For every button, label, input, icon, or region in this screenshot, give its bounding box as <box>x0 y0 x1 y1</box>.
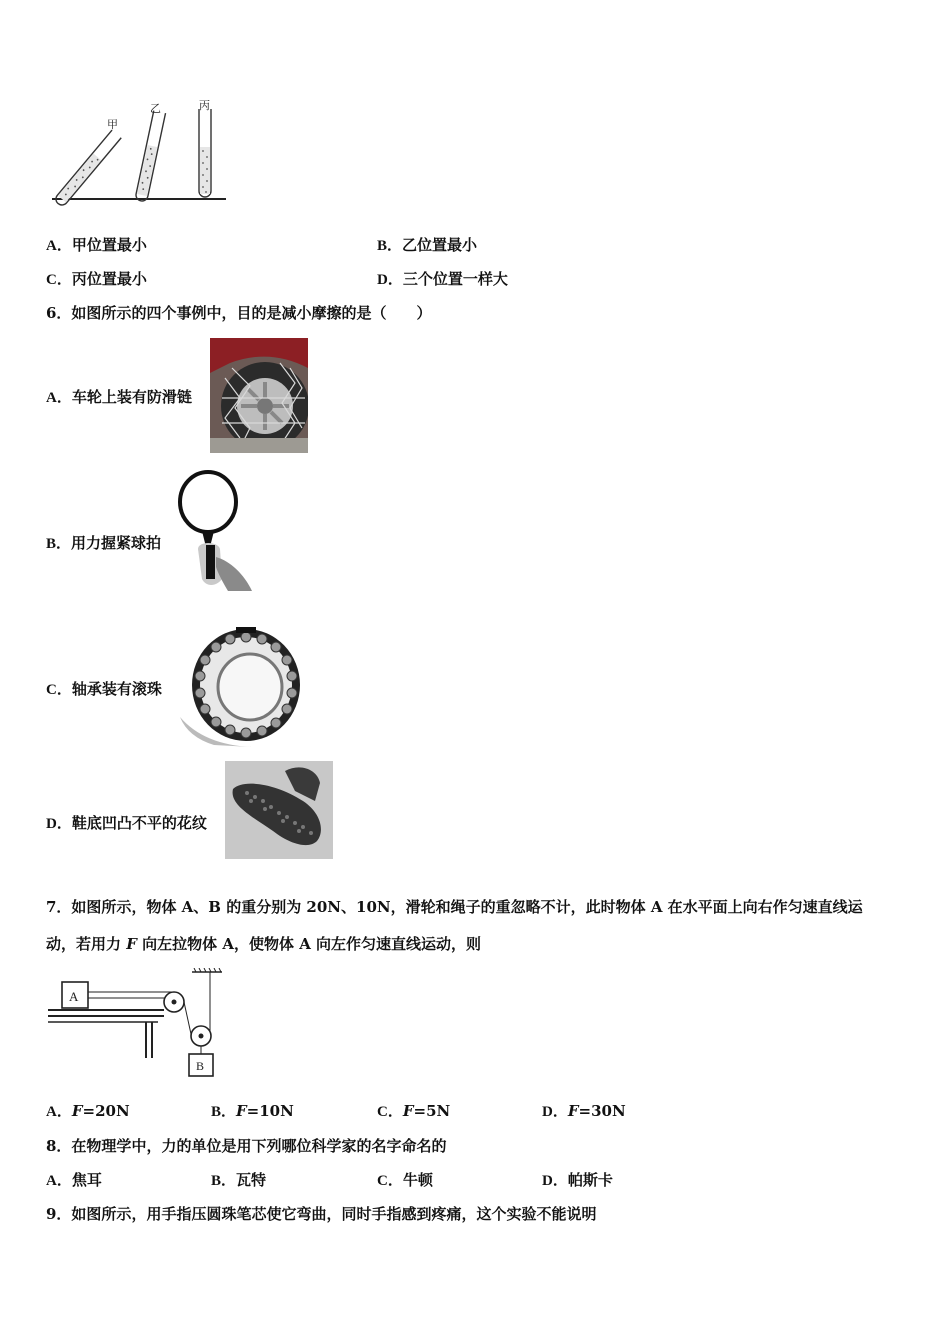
label-jia: 甲 <box>107 118 118 131</box>
q8-option-b: B．瓦特 <box>211 1171 267 1189</box>
tube-jia <box>54 130 122 207</box>
pulley-figure <box>46 968 226 1080</box>
test-tubes-figure <box>48 95 238 210</box>
q5-option-c: C．丙位置最小 <box>46 270 147 288</box>
q8-option-c: C．牛顿 <box>377 1171 433 1189</box>
block-a-label: A <box>69 989 79 1004</box>
q7-option-a: A．F=20N <box>46 1102 130 1120</box>
q8-option-d: D．帕斯卡 <box>542 1171 613 1189</box>
q6-option-d: D．鞋底凹凸不平的花纹 <box>46 814 207 832</box>
q7-option-b: B．F=10N <box>211 1102 294 1120</box>
q6-option-b: B．用力握紧球拍 <box>46 534 162 552</box>
q9-stem: 9．如图所示，用手指压圆珠笔芯使它弯曲，同时手指感到疼痛，这个实验不能说明 <box>46 1205 597 1223</box>
q6-stem: 6．如图所示的四个事例中，目的是减小摩擦的是（ ） <box>46 304 432 322</box>
tube-yi <box>135 111 166 203</box>
q5-option-a: A．甲位置最小 <box>46 236 147 254</box>
tube-bing <box>199 109 211 197</box>
q6-option-c: C．轴承装有滚珠 <box>46 680 162 698</box>
shoe-sole-image <box>225 761 333 859</box>
label-bing: 丙 <box>199 99 210 112</box>
q7-stem-line1: 7．如图所示，物体 A、B 的重分别为 20N、10N，滑轮和绳子的重忽略不计，此时物体 A 在水平面上向右作匀速直线运 <box>46 898 863 916</box>
q7-option-d: D．F=30N <box>542 1102 626 1120</box>
q6-option-a: A．车轮上装有防滑链 <box>46 388 192 406</box>
block-b-label: B <box>196 1059 205 1073</box>
label-yi: 乙 <box>150 102 161 115</box>
q5-option-d: D．三个位置一样大 <box>377 270 508 288</box>
q8-option-a: A．焦耳 <box>46 1171 102 1189</box>
ball-bearing-image <box>174 627 302 749</box>
q8-stem: 8．在物理学中，力的单位是用下列哪位科学家的名字命名的 <box>46 1137 447 1155</box>
racket-grip-image <box>172 469 252 591</box>
q7-stem-line2: 动，若用力 F 向左拉物体 A，使物体 A 向左作匀速直线运动，则 <box>46 935 482 953</box>
tire-chain-image <box>210 338 308 453</box>
q5-option-b: B．乙位置最小 <box>377 236 478 254</box>
q7-option-c: C．F=5N <box>377 1102 451 1120</box>
